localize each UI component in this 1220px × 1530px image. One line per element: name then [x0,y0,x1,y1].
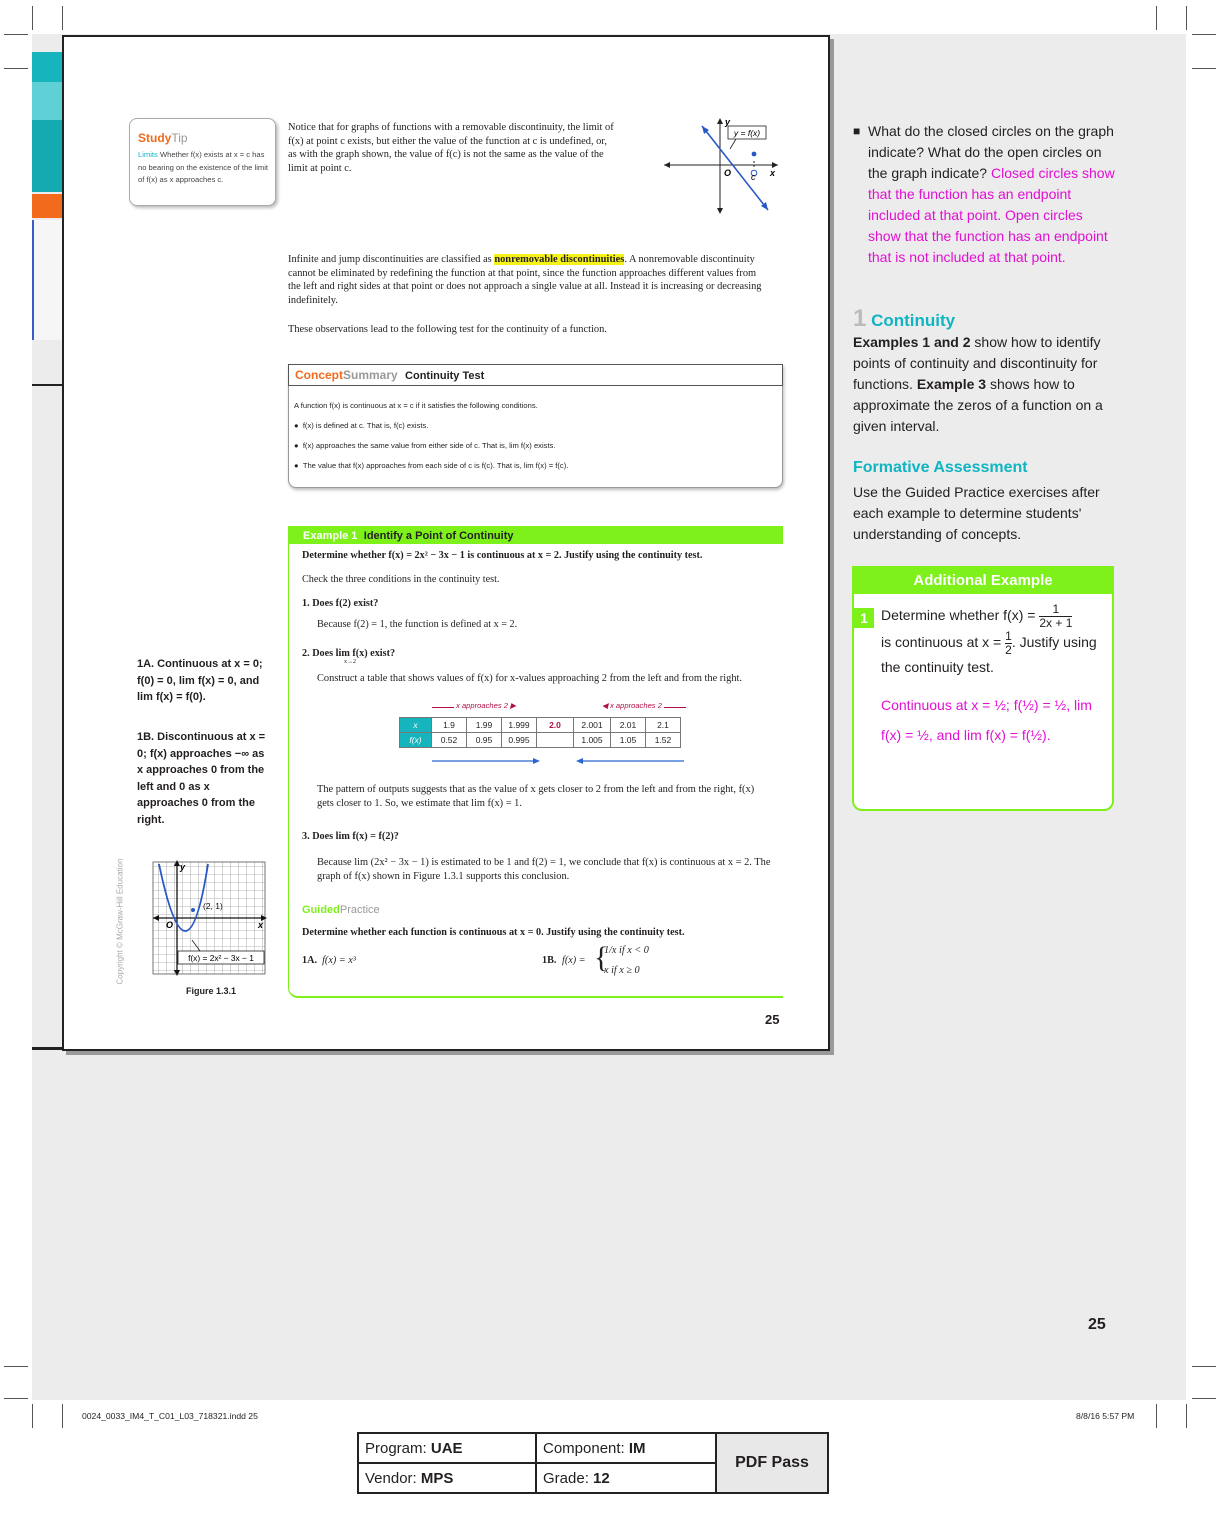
study-tip-title: Study [138,131,172,145]
formative-assessment-text: Use the Guided Practice exercises after each example to determine students' understanding of concepts. [853,484,1100,542]
svg-text:y: y [725,117,731,127]
study-tip-text: Whether f(x) exists at x = c has no bearing on the existence of the limit of f(x) as x approaches c. [138,150,269,184]
svg-text:O: O [724,168,732,178]
step-1-body: Because f(2) = 1, the function is defined at x = 2. [317,619,518,630]
additional-example-number: 1 [854,608,874,628]
answer-1a: 1A. Continuous at x = 0; f(0) = 0, lim f(x) = 0, and lim f(x) = f(0). [137,658,263,703]
step-3-heading: 3. Does lim f(x) = f(2)? [302,831,399,842]
print-info-table: Program: UAE Component: IM PDF Pass Vendor: MPS Grade: 12 [357,1432,829,1494]
svg-text:O: O [166,920,174,930]
guided-practice-title: GuidedPractice [302,904,380,916]
observations-text: These observations lead to the following test for the continuity of a function. [288,324,607,335]
chapter-tab [32,120,62,192]
study-tip-box: StudyTip Limits Whether f(x) exists at x = c has no bearing on the existence of the limit of f(x) as x approaches c. [129,118,276,206]
concept-intro: A function f(x) is continuous at x = c if it satisfies the following conditions. [294,401,538,410]
values-table [399,717,681,748]
copyright-notice: Copyright © McGraw-Hill Education [115,858,125,985]
lesson-tab [32,194,62,218]
formative-assessment-heading: Formative Assessment [853,459,1028,476]
concept-bullet: ● f(x) approaches the same value from either side of c. That is, lim f(x) exists. [294,441,556,450]
step-2-body: Construct a table that shows values of f(x) for x-values approaching 2 from the left and from the right. [317,673,743,684]
step-1-heading: 1. Does f(2) exist? [302,598,379,609]
example-1-check: Check the three conditions in the continuity test. [302,574,500,585]
sidebar-question: ■ What do the closed circles on the graph indicate? What do the open circles on the graph indicate? Closed circles show that the function has an endpoint included at that point. Open circles show that the function has an endpoint that is not included at that point. [853,123,1115,265]
intro-paragraph: Notice that for graphs of functions with a removable discontinuity, the limit of f(x) at point c exists, but either the value of the function at c is undefined, or, as with the graph shown, the value of f(c) is not the same as the value of the limit at point c. [288,122,614,174]
sidebar-answer: Closed circles show that the function has an endpoint included at that point. Open circles show that the function has an endpoint that is not included at that point. [868,165,1115,265]
right-approach-label: x approaches 2 [610,701,662,710]
additional-example-answer: Continuous at x = ½; f(½) = ½, lim f(x) = ½, and lim f(x) = f(½). [881,697,1092,743]
continuity-text: Examples 1 and 2 show how to identify points of continuity and discontinuity for functions. Example 3 shows how to approximate the zeros of a function on a given interval. [853,334,1103,434]
removable-discontinuity-graph [660,116,780,216]
figure-function-label: f(x) = 2x² − 3x − 1 [188,953,254,963]
component-value: IM [628,1439,646,1457]
approach-arrows [428,755,688,767]
example-1-prompt: Determine whether f(x) = 2x² − 3x − 1 is continuous at x = 2. Justify using the continuity test. [302,550,703,561]
date-slug: 8/8/16 5:57 PM [1076,1411,1135,1421]
svg-text:y: y [180,862,186,872]
parabola-graph [150,858,268,978]
figure-caption: Figure 1.3.1 [186,986,237,996]
pattern-paragraph: The pattern of outputs suggests that as the value of x gets closer to 2 from the left and from the right, f(x) gets closer to 1. So, we estimate that lim f(x) = 1. [317,784,755,809]
program-value: UAE [430,1439,463,1457]
chapter-tab [32,82,62,120]
grade-value: 12 [593,1469,610,1487]
table-row: x 1.9 1.99 1.999 2.0 2.001 2.01 2.1 [400,718,681,733]
chapter-tab [32,52,62,82]
study-tip-label: Limits [138,150,158,159]
file-slug: 0024_0033_IM4_T_C01_L03_718321.indd 25 [82,1411,258,1421]
svg-text:c: c [751,172,756,182]
concept-summary-title: Continuity Test [405,370,485,382]
guided-practice-prompt: Determine whether each function is continuous at x = 0. Justify using the continuity test. [302,927,685,938]
pdf-pass-label: PDF Pass [716,1433,828,1493]
concept-bullet: ● The value that f(x) approaches from each side of c is f(c). That is, lim f(x) = f(c). [294,461,569,470]
concept-bullet: ● f(x) is defined at c. That is, f(c) exists. [294,421,429,430]
nonremovable-paragraph: Infinite and jump discontinuities are classified as nonremovable discontinuities. A nonremovable discontinuity cannot be eliminated by redefining the function at that point, since the function approaches different values from the left and right sides at that point or does not approach a single value at all. Instead it is increasing or decreasing indefinitely. [288,254,762,306]
concept-summary-box: ConceptSummary Continuity Test A function f(x) is continuous at x = c if it satisfies the following conditions. ● f(x) is defined at c. That is, f(c) exists. ● f(x) approaches the same value from either side of c. That is, lim f(x) exists. ● The value that f(x) approaches from each side of c is f(c). That is, lim f(x) = f(c). [288,364,783,488]
left-approach-label: x approaches 2 [456,701,508,710]
bottom-page-number: 25 [1088,1316,1106,1333]
graph-function-label: y = f(x) [733,128,761,138]
step-3-body: Because lim (2x² − 3x − 1) is estimated to be 1 and f(2) = 1, we conclude that f(x) is continuous at x = 2. The graph of f(x) shown in Figure 1.3.1 supports this conclusion. [317,857,771,882]
example-1-header: Example 1 Identify a Point of Continuity [289,526,783,544]
additional-example-text: Determine whether f(x) = $\frac{1}{2x + 1}$ is continuous at x = $\frac{1}{2}$ . Justify using the continuity test. [881,602,1097,675]
continuity-heading: 1 Continuity [853,305,956,332]
table-row: f(x) 0.52 0.95 0.995 1.005 1.05 1.52 [400,733,681,748]
vocabulary-term: nonremovable discontinuities [494,254,625,265]
answer-1b: 1B. Discontinuous at x = 0; f(x) approaches −∞ as x approaches 0 from the left and 0 as x approaches 0 from the right. [137,731,266,826]
figure-point-label: (2, 1) [203,901,223,911]
svg-text:x: x [258,920,264,930]
step-2-heading: 2. Does lim f(x) exist? [302,648,396,659]
lesson-tab-blank [32,220,64,340]
exercise-1a: 1A. f(x) = x³ [302,955,356,966]
additional-example-header: Additional Example [854,566,1112,594]
vendor-value: MPS [420,1469,454,1487]
svg-text:x: x [770,168,776,178]
page-number: 25 [765,1012,780,1027]
example-1-title: Identify a Point of Continuity [363,530,514,542]
